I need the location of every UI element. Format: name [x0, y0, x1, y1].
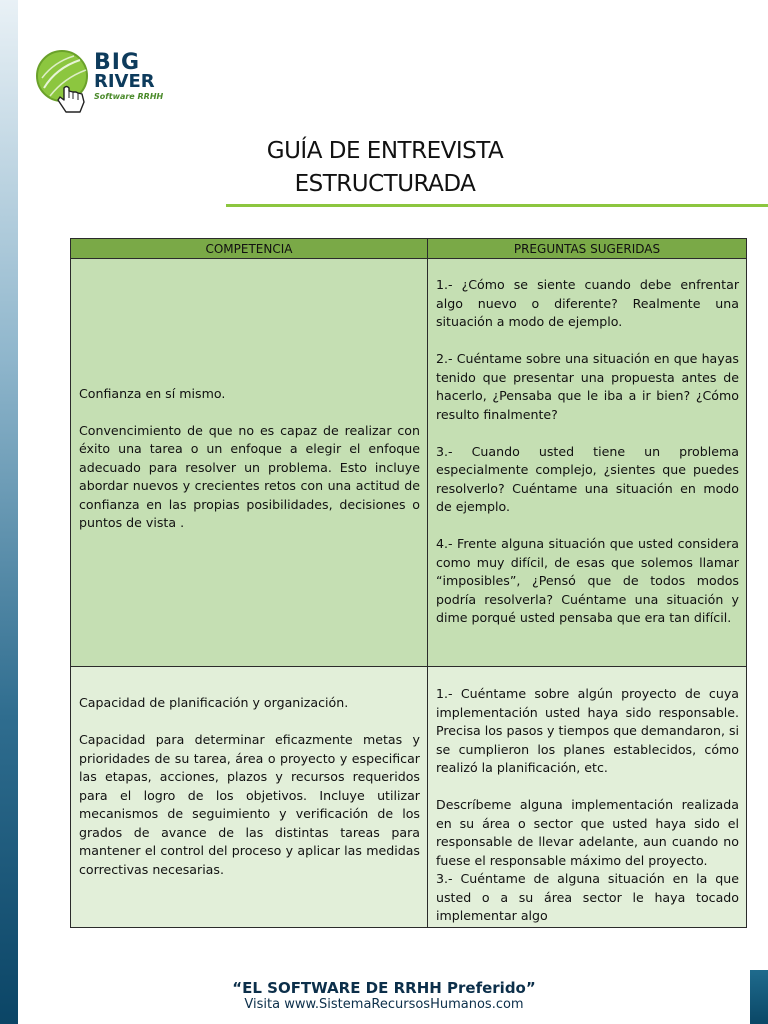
title-underline — [226, 204, 768, 207]
preguntas-cell — [428, 259, 747, 667]
big-river-logo — [36, 48, 166, 118]
header-competencia: COMPETENCIA — [71, 239, 428, 259]
footer-slogan: “EL SOFTWARE DE RRHH Preferido” — [232, 979, 536, 997]
title-line-1: GUÍA DE ENTREVISTA — [266, 138, 504, 164]
footer — [200, 980, 568, 1012]
competencia-name: Capacidad de planificación y organización. — [79, 695, 349, 711]
competencia-description: Convencimiento de que no es capaz de realizar con éxito una tarea o un enfoque a elegir el enfoque adecuado para resolver un problema. Esto incluye abordar nuevos y crecientes retos con una actitud de confianza en las propias posibilidades, decisiones o puntos de vista . — [79, 422, 420, 530]
logo-globe-icon — [36, 48, 98, 116]
question-item: 1.- Cuéntame sobre algún proyecto de cuya implementación usted haya sido responsable. Precisa los pasos y tiempos que demandaron, si se cumplieron los planes establecidos, cómo realizó la planificación, etc. — [436, 686, 740, 775]
competencia-cell — [71, 667, 428, 928]
interview-guide-table — [70, 238, 747, 928]
left-decorative-bar — [0, 0, 18, 1024]
logo-big: BIG — [94, 50, 141, 75]
logo-river: RIVER — [94, 71, 155, 92]
title-line-2: ESTRUCTURADA — [294, 171, 476, 197]
table-row — [71, 667, 747, 928]
question-item: 4.- Frente alguna situación que usted considera como muy difícil, de esas que solemos llamar “imposibles”, ¿Pensó que de todos modos podría resolverla? Cuéntame una situación y dime porqué usted pensaba que era tan difícil. — [436, 536, 739, 625]
question-item: 3.- Cuando usted tiene un problema especialmente complejo, ¿sientes que puedes resolverlo? Cuéntame una situación en modo de ejemplo. — [436, 443, 739, 514]
question-item: 2.- Cuéntame sobre una situación en que hayas tenido que presentar una propuesta antes de hacerlo, ¿Pensaba que le iba a ir bien? ¿Cómo resulto finalmente? — [436, 351, 739, 422]
question-item: 3.- Cuéntame de alguna situación en la que usted o a su área sector le haya tocado implementar algo — [436, 871, 739, 923]
question-item: 1.- ¿Cómo se siente cuando debe enfrentar algo nuevo o diferente? Realmente una situación a modo de ejemplo. — [436, 277, 739, 329]
header-preguntas: PREGUNTAS SUGERIDAS — [428, 239, 747, 259]
logo-wordmark — [94, 52, 163, 101]
competencia-cell — [71, 259, 428, 667]
right-decorative-block — [750, 970, 768, 1024]
question-item: Descríbeme alguna implementación realizada en su área o sector que usted haya sido el responsable de llevar adelante, aun cuando no fuese el responsable máximo del proyecto. — [436, 797, 739, 868]
logo-subtitle: Software RRHH — [94, 92, 164, 101]
page-title — [230, 135, 540, 201]
footer-website: Visita www.SistemaRecursosHumanos.com — [244, 997, 524, 1012]
table-header-row — [71, 239, 747, 259]
competencia-name: Confianza en sí mismo. — [79, 385, 226, 401]
competencia-description: Capacidad para determinar eficazmente metas y prioridades de su tarea, área o proyecto y especificar las etapas, acciones, plazos y recursos requeridos para el logro de los objetivos. Incluye utilizar mecanismos de seguimiento y verificación de los grados de avance de las distintas tareas para mantener el control del proceso y aplicar las medidas correctivas necesarias. — [79, 732, 420, 877]
table-row — [71, 259, 747, 667]
preguntas-cell — [428, 667, 747, 928]
